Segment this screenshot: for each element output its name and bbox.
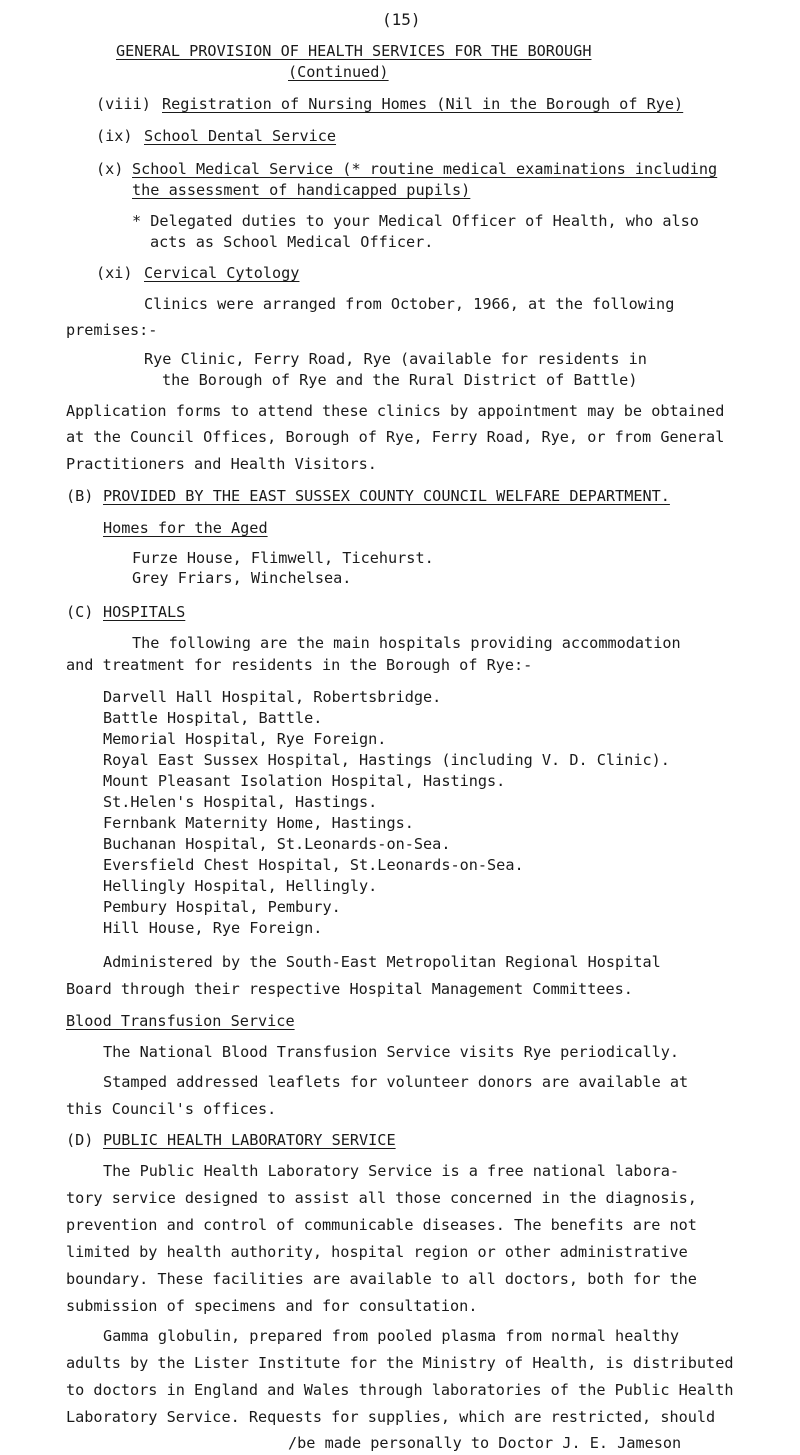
hospital-item: Mount Pleasant Isolation Hospital, Hastings. — [103, 772, 506, 790]
hospital-item: Battle Hospital, Battle. — [103, 709, 323, 727]
item-x-note-line2: acts as School Medical Officer. — [150, 233, 434, 251]
application-line1: Application forms to attend these clinics by appointment may be obtained — [66, 402, 725, 420]
lab-para1-line: submission of specimens and for consultation. — [66, 1297, 478, 1315]
section-c-title: HOSPITALS — [103, 603, 186, 621]
item-ix-number: (ix) — [96, 127, 133, 145]
hospital-item: Darvell Hall Hospital, Robertsbridge. — [103, 688, 442, 706]
hospital-item: Fernbank Maternity Home, Hastings. — [103, 814, 414, 832]
item-viii-number: (viii) — [96, 95, 151, 113]
blood-line1: The National Blood Transfusion Service visits Rye periodically. — [103, 1043, 680, 1061]
hospital-item: Hill House, Rye Foreign. — [103, 919, 323, 937]
lab-para2-line: to doctors in England and Wales through laboratories of the Public Health — [66, 1381, 734, 1399]
item-xi-title: Cervical Cytology — [144, 264, 300, 282]
section-b-label: (B) — [66, 487, 94, 505]
item-ix-title: School Dental Service — [144, 127, 337, 145]
hospital-item: Pembury Hospital, Pembury. — [103, 898, 341, 916]
item-x-note-line1: * Delegated duties to your Medical Officer of Health, who also — [132, 212, 699, 230]
page-title: GENERAL PROVISION OF HEALTH SERVICES FOR THE BOROUGH — [116, 42, 592, 60]
lab-para1-line: tory service designed to assist all those concerned in the diagnosis, — [66, 1189, 697, 1207]
admin-line2: Board through their respective Hospital Management Committees. — [66, 980, 633, 998]
item-xi-para-line2: premises:- — [66, 321, 158, 339]
home-item: Grey Friars, Winchelsea. — [132, 569, 352, 587]
home-item: Furze House, Flimwell, Ticehurst. — [132, 549, 434, 567]
lab-para2-line: Gamma globulin, prepared from pooled plasma from normal healthy — [103, 1327, 680, 1345]
hospital-item: Buchanan Hospital, St.Leonards-on-Sea. — [103, 835, 451, 853]
section-b-title: PROVIDED BY THE EAST SUSSEX COUNTY COUNCIL WELFARE DEPARTMENT. — [103, 487, 670, 505]
section-c-label: (C) — [66, 603, 94, 621]
lab-para2-line: Laboratory Service. Requests for supplies, which are restricted, should — [66, 1408, 716, 1426]
continued-label: (Continued) — [288, 63, 389, 81]
item-viii-title: Registration of Nursing Homes (Nil in the Borough of Rye) — [162, 95, 684, 113]
lab-para1-line: boundary. These facilities are available to all doctors, both for the — [66, 1270, 697, 1288]
hospitals-intro-line2: and treatment for residents in the Borough of Rye:- — [66, 656, 533, 674]
hospitals-intro-line1: The following are the main hospitals providing accommodation — [132, 634, 681, 652]
item-x-number: (x) — [96, 160, 124, 178]
admin-line1: Administered by the South-East Metropolitan Regional Hospital — [103, 953, 661, 971]
hospital-item: Eversfield Chest Hospital, St.Leonards-on-Sea. — [103, 856, 524, 874]
clinic-line1: Rye Clinic, Ferry Road, Rye (available for residents in — [144, 350, 647, 368]
lab-para1-line: prevention and control of communicable diseases. The benefits are not — [66, 1216, 697, 1234]
page-number: (15) — [382, 10, 421, 29]
lab-para2-line: adults by the Lister Institute for the Ministry of Health, is distributed — [66, 1354, 734, 1372]
catchword: /be made personally to Doctor J. E. Jameson — [288, 1434, 682, 1452]
blood-transfusion-heading: Blood Transfusion Service — [66, 1012, 295, 1030]
lab-para1-line: The Public Health Laboratory Service is a free national labora- — [103, 1162, 680, 1180]
item-xi-para-line1: Clinics were arranged from October, 1966, at the following — [144, 295, 675, 313]
homes-heading: Homes for the Aged — [103, 519, 268, 537]
item-xi-number: (xi) — [96, 264, 133, 282]
item-x-title-line1: School Medical Service (* routine medical examinations including — [132, 160, 718, 178]
hospital-item: Hellingly Hospital, Hellingly. — [103, 877, 378, 895]
lab-para1-line: limited by health authority, hospital region or other administrative — [66, 1243, 688, 1261]
blood-line2: Stamped addressed leaflets for volunteer donors are available at — [103, 1073, 689, 1091]
hospital-item: St.Helen's Hospital, Hastings. — [103, 793, 378, 811]
application-line2: at the Council Offices, Borough of Rye, Ferry Road, Rye, or from General — [66, 428, 725, 446]
section-d-label: (D) — [66, 1131, 94, 1149]
item-x-title-line2: the assessment of handicapped pupils) — [132, 181, 471, 199]
clinic-line2: the Borough of Rye and the Rural District of Battle) — [162, 371, 638, 389]
blood-line3: this Council's offices. — [66, 1100, 277, 1118]
section-d-title: PUBLIC HEALTH LABORATORY SERVICE — [103, 1131, 396, 1149]
hospital-item: Memorial Hospital, Rye Foreign. — [103, 730, 387, 748]
hospital-item: Royal East Sussex Hospital, Hastings (including V. D. Clinic). — [103, 751, 670, 769]
application-line3: Practitioners and Health Visitors. — [66, 455, 377, 473]
